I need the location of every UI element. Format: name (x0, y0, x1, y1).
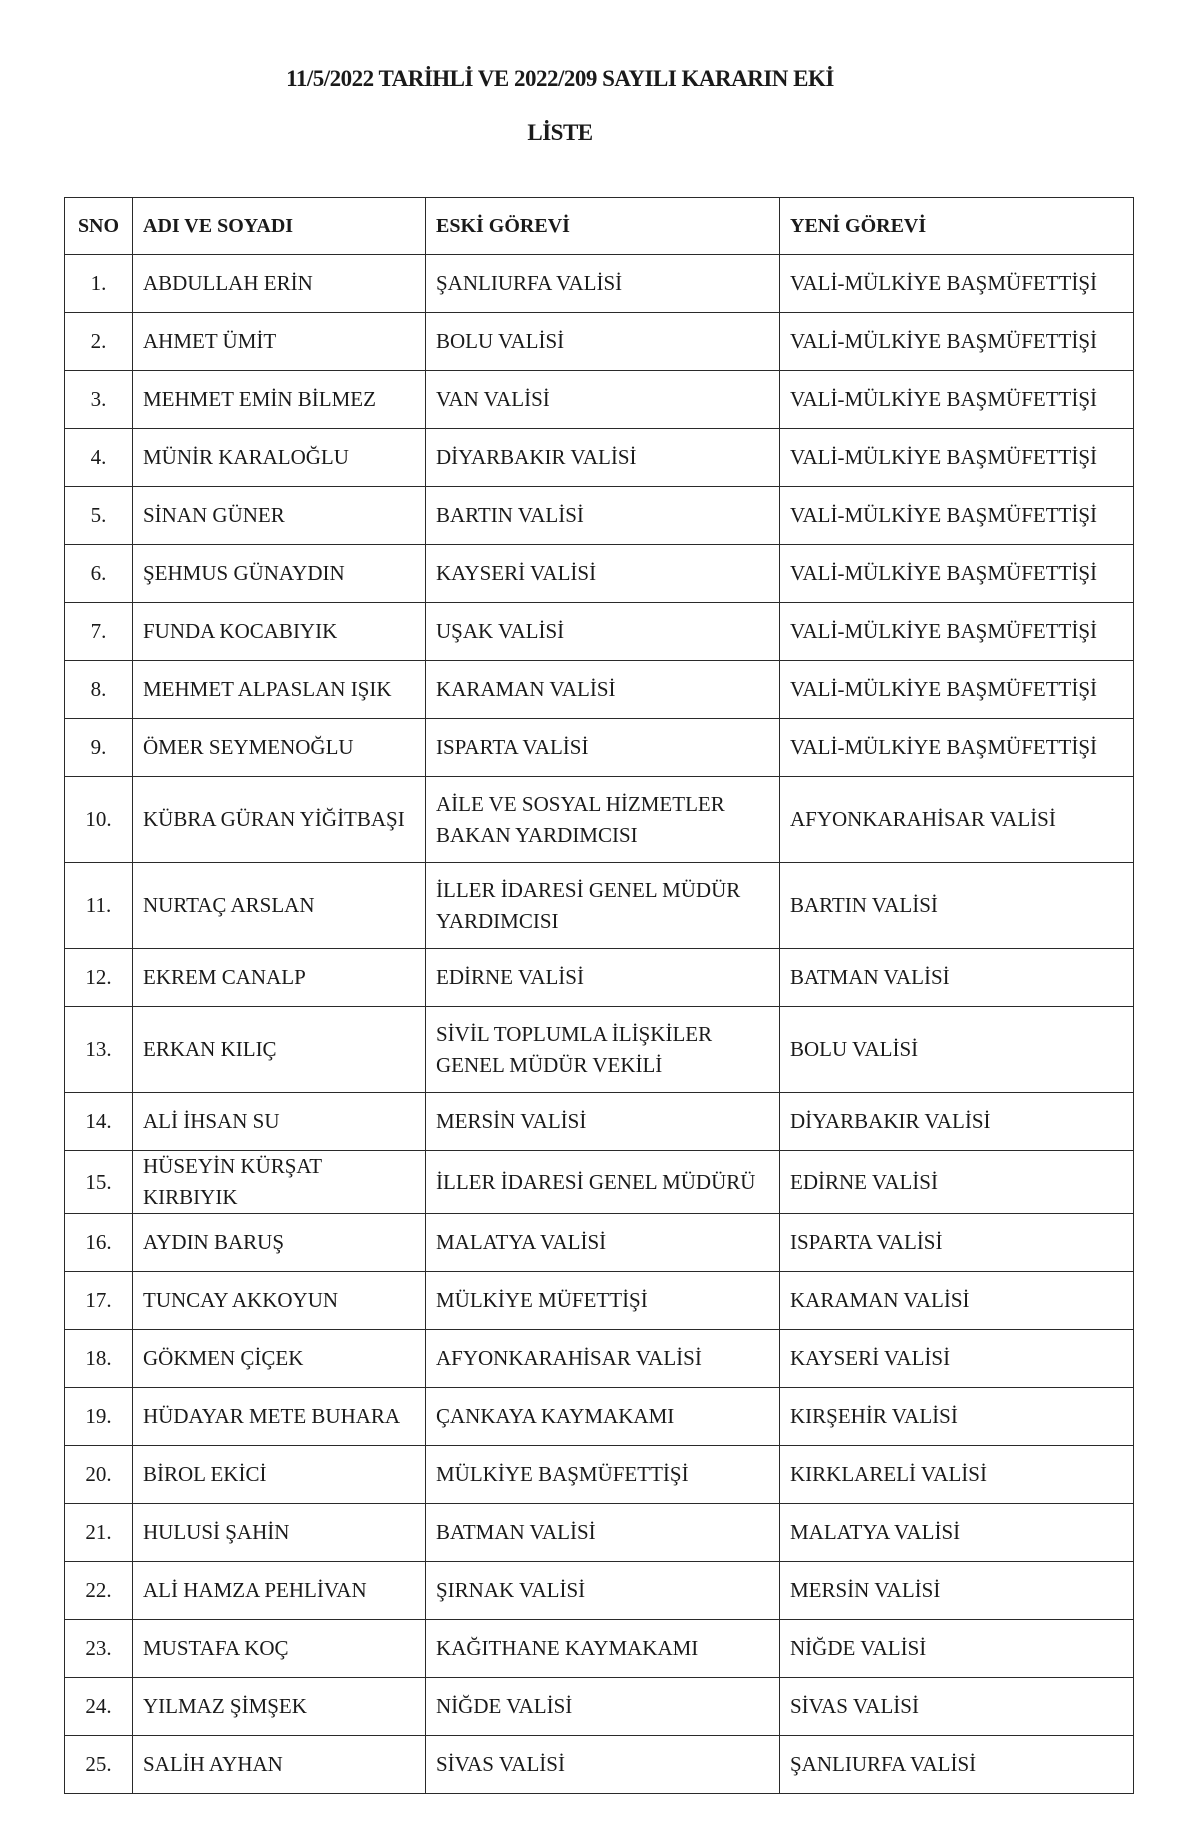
cell-new-role: KIRŞEHİR VALİSİ (780, 1388, 1134, 1446)
cell-sno: 16. (65, 1214, 133, 1272)
cell-new-role: KIRKLARELİ VALİSİ (780, 1446, 1134, 1504)
cell-name: BİROL EKİCİ (133, 1446, 426, 1504)
cell-name: ALİ İHSAN SU (133, 1093, 426, 1151)
cell-old-role: EDİRNE VALİSİ (426, 949, 780, 1007)
cell-new-role: BOLU VALİSİ (780, 1007, 1134, 1093)
table-row (65, 1620, 1134, 1678)
cell-new-role: ŞANLIURFA VALİSİ (780, 1736, 1134, 1794)
cell-old-role: İLLER İDARESİ GENEL MÜDÜR YARDIMCISI (426, 863, 780, 949)
cell-new-role: VALİ-MÜLKİYE BAŞMÜFETTİŞİ (780, 429, 1134, 487)
cell-name: NURTAÇ ARSLAN (133, 863, 426, 949)
table-row (65, 1504, 1134, 1562)
cell-name: FUNDA KOCABIYIK (133, 603, 426, 661)
table-row (65, 777, 1134, 863)
cell-new-role: EDİRNE VALİSİ (780, 1151, 1134, 1214)
cell-name: AHMET ÜMİT (133, 313, 426, 371)
table-row (65, 1562, 1134, 1620)
cell-old-role: KAYSERİ VALİSİ (426, 545, 780, 603)
table-row (65, 1388, 1134, 1446)
cell-name: ŞEHMUS GÜNAYDIN (133, 545, 426, 603)
cell-sno: 23. (65, 1620, 133, 1678)
cell-sno: 1. (65, 255, 133, 313)
table-row (65, 719, 1134, 777)
cell-old-role: BOLU VALİSİ (426, 313, 780, 371)
cell-new-role: VALİ-MÜLKİYE BAŞMÜFETTİŞİ (780, 487, 1134, 545)
table-body (65, 255, 1134, 1794)
cell-new-role: DİYARBAKIR VALİSİ (780, 1093, 1134, 1151)
cell-name: SİNAN GÜNER (133, 487, 426, 545)
table-row (65, 1214, 1134, 1272)
cell-name: MEHMET EMİN BİLMEZ (133, 371, 426, 429)
column-header-old-role: ESKİ GÖREVİ (426, 198, 780, 255)
table-row (65, 1007, 1134, 1093)
cell-new-role: KARAMAN VALİSİ (780, 1272, 1134, 1330)
table-header-row (65, 198, 1134, 255)
cell-name: SALİH AYHAN (133, 1736, 426, 1794)
cell-name: MEHMET ALPASLAN IŞIK (133, 661, 426, 719)
cell-sno: 20. (65, 1446, 133, 1504)
cell-old-role: SİVİL TOPLUMLA İLİŞKİLER GENEL MÜDÜR VEKİLİ (426, 1007, 780, 1093)
cell-sno: 6. (65, 545, 133, 603)
cell-name: EKREM CANALP (133, 949, 426, 1007)
cell-old-role: MERSİN VALİSİ (426, 1093, 780, 1151)
table-row (65, 661, 1134, 719)
cell-old-role: MÜLKİYE MÜFETTİŞİ (426, 1272, 780, 1330)
document-title: 11/5/2022 TARİHLİ VE 2022/209 SAYILI KARARIN EKİ (286, 66, 834, 91)
cell-name: GÖKMEN ÇİÇEK (133, 1330, 426, 1388)
cell-old-role: MÜLKİYE BAŞMÜFETTİŞİ (426, 1446, 780, 1504)
table-row (65, 1151, 1134, 1214)
cell-sno: 10. (65, 777, 133, 863)
cell-sno: 22. (65, 1562, 133, 1620)
cell-new-role: ISPARTA VALİSİ (780, 1214, 1134, 1272)
cell-new-role: VALİ-MÜLKİYE BAŞMÜFETTİŞİ (780, 545, 1134, 603)
cell-new-role: NİĞDE VALİSİ (780, 1620, 1134, 1678)
cell-sno: 12. (65, 949, 133, 1007)
cell-sno: 15. (65, 1151, 133, 1214)
cell-sno: 9. (65, 719, 133, 777)
cell-new-role: VALİ-MÜLKİYE BAŞMÜFETTİŞİ (780, 603, 1134, 661)
table-row (65, 545, 1134, 603)
cell-name: KÜBRA GÜRAN YİĞİTBAŞI (133, 777, 426, 863)
cell-sno: 8. (65, 661, 133, 719)
cell-old-role: AİLE VE SOSYAL HİZMETLER BAKAN YARDIMCISI (426, 777, 780, 863)
cell-name: ERKAN KILIÇ (133, 1007, 426, 1093)
column-header-sno: SNO (65, 198, 133, 255)
cell-sno: 2. (65, 313, 133, 371)
cell-new-role: AFYONKARAHİSAR VALİSİ (780, 777, 1134, 863)
cell-new-role: KAYSERİ VALİSİ (780, 1330, 1134, 1388)
cell-old-role: ŞIRNAK VALİSİ (426, 1562, 780, 1620)
cell-name: TUNCAY AKKOYUN (133, 1272, 426, 1330)
cell-old-role: UŞAK VALİSİ (426, 603, 780, 661)
cell-sno: 18. (65, 1330, 133, 1388)
cell-new-role: BATMAN VALİSİ (780, 949, 1134, 1007)
cell-sno: 4. (65, 429, 133, 487)
cell-name: HÜSEYİN KÜRŞAT KIRBIYIK (133, 1151, 426, 1214)
table-row (65, 1272, 1134, 1330)
cell-sno: 7. (65, 603, 133, 661)
cell-new-role: MALATYA VALİSİ (780, 1504, 1134, 1562)
cell-sno: 11. (65, 863, 133, 949)
table-row (65, 863, 1134, 949)
cell-new-role: VALİ-MÜLKİYE BAŞMÜFETTİŞİ (780, 255, 1134, 313)
table-row (65, 429, 1134, 487)
cell-old-role: ISPARTA VALİSİ (426, 719, 780, 777)
table-row (65, 371, 1134, 429)
column-header-name: ADI VE SOYADI (133, 198, 426, 255)
table-row (65, 487, 1134, 545)
table-row (65, 1446, 1134, 1504)
cell-sno: 5. (65, 487, 133, 545)
table-row (65, 1678, 1134, 1736)
cell-name: ABDULLAH ERİN (133, 255, 426, 313)
cell-old-role: KAĞITHANE KAYMAKAMI (426, 1620, 780, 1678)
table-row (65, 1093, 1134, 1151)
cell-sno: 24. (65, 1678, 133, 1736)
cell-old-role: ŞANLIURFA VALİSİ (426, 255, 780, 313)
cell-name: AYDIN BARUŞ (133, 1214, 426, 1272)
cell-name: HULUSİ ŞAHİN (133, 1504, 426, 1562)
table-row (65, 1330, 1134, 1388)
column-header-new-role: YENİ GÖREVİ (780, 198, 1134, 255)
cell-sno: 25. (65, 1736, 133, 1794)
cell-old-role: SİVAS VALİSİ (426, 1736, 780, 1794)
cell-old-role: VAN VALİSİ (426, 371, 780, 429)
cell-new-role: VALİ-MÜLKİYE BAŞMÜFETTİŞİ (780, 371, 1134, 429)
cell-name: ALİ HAMZA PEHLİVAN (133, 1562, 426, 1620)
cell-new-role: VALİ-MÜLKİYE BAŞMÜFETTİŞİ (780, 661, 1134, 719)
cell-old-role: BARTIN VALİSİ (426, 487, 780, 545)
cell-name: MUSTAFA KOÇ (133, 1620, 426, 1678)
cell-new-role: VALİ-MÜLKİYE BAŞMÜFETTİŞİ (780, 719, 1134, 777)
appointments-table (64, 197, 1134, 1794)
cell-old-role: KARAMAN VALİSİ (426, 661, 780, 719)
cell-old-role: AFYONKARAHİSAR VALİSİ (426, 1330, 780, 1388)
cell-name: HÜDAYAR METE BUHARA (133, 1388, 426, 1446)
cell-name: MÜNİR KARALOĞLU (133, 429, 426, 487)
cell-sno: 17. (65, 1272, 133, 1330)
cell-old-role: DİYARBAKIR VALİSİ (426, 429, 780, 487)
table-row (65, 603, 1134, 661)
cell-name: YILMAZ ŞİMŞEK (133, 1678, 426, 1736)
document-subtitle: LİSTE (527, 120, 593, 145)
cell-sno: 3. (65, 371, 133, 429)
cell-sno: 21. (65, 1504, 133, 1562)
cell-old-role: İLLER İDARESİ GENEL MÜDÜRÜ (426, 1151, 780, 1214)
cell-sno: 13. (65, 1007, 133, 1093)
cell-new-role: BARTIN VALİSİ (780, 863, 1134, 949)
cell-sno: 14. (65, 1093, 133, 1151)
cell-old-role: ÇANKAYA KAYMAKAMI (426, 1388, 780, 1446)
table-row (65, 1736, 1134, 1794)
table-row (65, 255, 1134, 313)
cell-old-role: MALATYA VALİSİ (426, 1214, 780, 1272)
table-row (65, 313, 1134, 371)
cell-old-role: NİĞDE VALİSİ (426, 1678, 780, 1736)
cell-new-role: SİVAS VALİSİ (780, 1678, 1134, 1736)
cell-new-role: VALİ-MÜLKİYE BAŞMÜFETTİŞİ (780, 313, 1134, 371)
table-row (65, 949, 1134, 1007)
cell-old-role: BATMAN VALİSİ (426, 1504, 780, 1562)
cell-new-role: MERSİN VALİSİ (780, 1562, 1134, 1620)
cell-sno: 19. (65, 1388, 133, 1446)
cell-name: ÖMER SEYMENOĞLU (133, 719, 426, 777)
